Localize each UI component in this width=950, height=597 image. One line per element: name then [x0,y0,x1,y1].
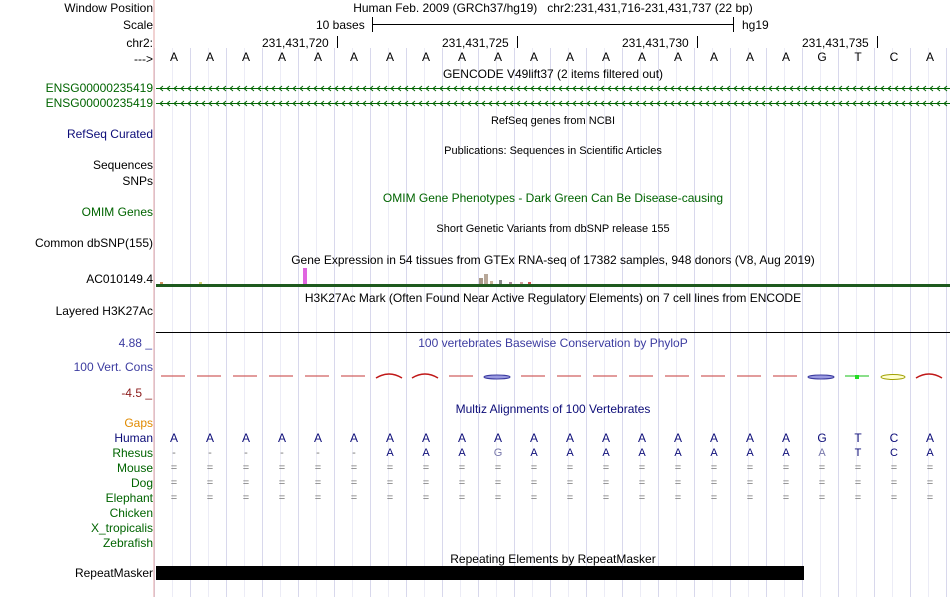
reference-base: A [205,50,214,64]
h3k27ac-track-label[interactable]: Layered H3K27Ac [55,304,153,318]
species-label[interactable]: Rhesus [112,446,153,460]
phylop-conservation-marks[interactable] [161,374,942,380]
reference-base: A [781,50,790,64]
alignment-base: = [314,492,322,504]
reference-base: A [169,50,178,64]
alignment-base: = [350,477,358,489]
alignment-base: = [746,492,754,504]
alignment-base: = [818,477,826,489]
phylop-track-label[interactable]: 100 Vert. Cons [73,360,153,374]
window-position-label: Window Position [64,1,153,15]
reference-base: A [673,50,682,64]
dbsnp-track-title: Short Genetic Variants from dbSNP release 155 [436,223,670,235]
coordinate-label: 231,431,720 [262,36,329,50]
reference-base: A [277,50,286,64]
strand-arrow-label: ---> [134,52,153,66]
alignment-base: A [781,431,790,445]
alignment-base: = [530,477,538,489]
alignment-base: A [782,447,790,459]
alignment-base: - [280,447,284,459]
alignment-base: = [818,462,826,474]
alignment-base: A [422,447,430,459]
alignment-base: A [745,431,754,445]
coordinate-label: 231,431,725 [442,36,509,50]
alignment-base: = [206,492,214,504]
alignment-base: = [206,462,214,474]
multiz-track-title: Multiz Alignments of 100 Vertebrates [455,402,651,416]
alignment-base: - [316,447,320,459]
alignment-base: = [350,492,358,504]
gtex-track-label[interactable]: AC010149.4 [86,272,153,286]
omim-track-title: OMIM Gene Phenotypes - Dark Green Can Be Disease-causing [382,191,724,205]
alignment-base: A [565,431,574,445]
refseq-track-label[interactable]: RefSeq Curated [66,127,153,141]
reference-base: A [637,50,646,64]
gencode-item-label[interactable]: ENSG00000235419 [45,96,153,110]
alignment-base: = [602,492,610,504]
coordinate-ticks [338,36,878,48]
alignment-base: A [566,447,574,459]
alignment-base: - [352,447,356,459]
alignment-base: A [601,431,610,445]
alignment-base: A [925,431,934,445]
alignment-base: = [314,462,322,474]
phylop-mark [845,375,869,379]
reference-base: A [601,50,610,64]
alignment-base: = [242,477,250,489]
alignment-base: T [854,447,862,459]
reference-base: A [925,50,934,64]
h3k27ac-track-title: H3K27Ac Mark (Often Found Near Active Regulatory Elements) on 7 cell lines from ENCODE [304,291,802,305]
alignment-base: = [386,477,394,489]
alignment-base: = [314,477,322,489]
alignment-base: A [746,447,754,459]
repeatmasker-track-title: Repeating Elements by RepeatMasker [450,552,656,566]
reference-base: A [457,50,466,64]
gencode-track-title: GENCODE V49lift37 (2 items filtered out) [442,67,664,81]
species-label[interactable]: X_tropicalis [90,521,153,535]
alignment-base: = [170,462,178,474]
reference-base: A [241,50,250,64]
reference-base: A [745,50,754,64]
alignment-base: C [890,447,898,459]
alignment-base: = [458,477,466,489]
alignment-base: A [638,447,646,459]
gtex-expression-bars[interactable] [156,268,950,287]
alignment-base: = [566,462,574,474]
alignment-base: A [169,431,178,445]
reference-base: A [349,50,358,64]
reference-base: A [529,50,538,64]
alignment-base: A [277,431,286,445]
gencode-gene-1[interactable] [156,86,950,91]
alignment-base: A [493,431,502,445]
alignment-base: A [818,447,826,459]
alignment-base: A [386,447,394,459]
alignment-base: A [313,431,322,445]
alignment-base: = [854,477,862,489]
alignment-base: = [854,462,862,474]
alignment-base: A [710,447,718,459]
species-label[interactable]: Dog [130,476,153,490]
reference-base: A [493,50,502,64]
alignment-base: = [638,492,646,504]
alignment-base: = [782,462,790,474]
scale-bar [372,17,734,32]
alignment-base: = [638,477,646,489]
publications-snps-label[interactable]: SNPs [122,174,153,188]
alignment-base: A [349,431,358,445]
alignment-base: = [494,477,502,489]
alignment-base: A [457,431,466,445]
alignment-base: = [386,462,394,474]
base-guidelines [155,48,950,597]
species-label[interactable]: Zebrafish [102,536,153,550]
gaps-label[interactable]: Gaps [124,416,153,430]
alignment-base: = [854,492,862,504]
alignment-base: C [889,431,899,445]
gencode-gene-2[interactable] [156,101,950,106]
alignment-base: = [674,492,682,504]
alignment-base: = [278,477,286,489]
alignment-base: - [244,447,248,459]
alignment-base: = [746,462,754,474]
phylop-mark [484,375,510,379]
alignment-base: A [421,431,430,445]
reference-base: A [565,50,574,64]
publications-track-title: Publications: Sequences in Scientific Articles [444,145,662,157]
phylop-axis-min: -4.5 _ [121,386,152,400]
alignment-base: = [746,477,754,489]
scale-label: Scale [122,18,153,32]
alignment-base: = [350,462,358,474]
alignment-base: = [710,477,718,489]
assembly-position-text: Human Feb. 2009 (GRCh37/hg19) chr2:231,431,716-231,431,737 (22 bp) [353,1,753,15]
phylop-track-title: 100 vertebrates Basewise Conservation by PhyloP [418,336,688,350]
reference-base: A [313,50,322,64]
alignment-base: A [926,447,934,459]
alignment-base: = [602,462,610,474]
omim-track-label[interactable]: OMIM Genes [81,205,153,219]
alignment-base: A [385,431,394,445]
species-label[interactable]: Mouse [116,461,153,475]
alignment-base: A [709,431,718,445]
reference-base: T [854,50,862,64]
species-label[interactable]: Elephant [105,491,153,505]
alignment-base: = [782,492,790,504]
dbsnp-track-label[interactable]: Common dbSNP(155) [34,236,153,250]
alignment-base: = [494,462,502,474]
alignment-base: = [458,492,466,504]
phylop-mark [808,375,834,379]
alignment-base: A [673,431,682,445]
alignment-base: = [422,492,430,504]
alignment-base: = [890,492,898,504]
alignment-base: = [926,462,934,474]
alignment-base: = [674,462,682,474]
alignment-base: = [674,477,682,489]
alignment-base: = [890,477,898,489]
alignment-base: = [494,492,502,504]
chrom-label: chr2: [126,36,153,50]
publications-sequences-label[interactable]: Sequences [92,158,153,172]
alignment-base: = [566,477,574,489]
alignment-base: = [386,492,394,504]
gtex-track-title: Gene Expression in 54 tissues from GTEx RNA-seq of 17382 samples, 948 donors (V8, Aug 2019) [291,253,815,267]
alignment-base: - [208,447,212,459]
alignment-base: A [241,431,250,445]
alignment-base: G [817,431,827,445]
reference-base: C [889,50,899,64]
phylop-mark [881,375,905,380]
repeatmasker-track-label[interactable]: RepeatMasker [74,566,153,580]
alignment-base: = [530,492,538,504]
alignment-base: A [205,431,214,445]
gencode-item-label[interactable]: ENSG00000235419 [45,81,153,95]
alignment-base: = [710,462,718,474]
alignment-base: = [422,462,430,474]
alignment-base: = [782,477,790,489]
alignment-base: A [637,431,646,445]
alignment-base: = [890,462,898,474]
alignment-base: = [926,477,934,489]
alignment-base: G [493,447,503,459]
alignment-base: - [172,447,176,459]
alignment-base: = [566,492,574,504]
reference-base: A [709,50,718,64]
repeatmasker-element[interactable] [156,566,804,580]
alignment-base: = [638,462,646,474]
alignment-base: A [458,447,466,459]
alignment-base: T [854,431,862,445]
alignment-base: = [926,492,934,504]
phylop-axis-max: 4.88 _ [118,336,152,350]
species-label[interactable]: Chicken [109,506,153,520]
reference-base: A [421,50,430,64]
alignment-base: = [278,492,286,504]
alignment-base: = [530,462,538,474]
scale-db-text: hg19 [742,18,769,32]
alignment-base: A [530,447,538,459]
alignment-base: = [710,492,718,504]
alignment-base: A [674,447,682,459]
alignment-base: = [602,477,610,489]
alignment-base: = [458,462,466,474]
species-label[interactable]: Human [114,431,153,445]
coordinate-label: 231,431,735 [802,36,869,50]
alignment-base: = [242,462,250,474]
alignment-base: = [818,492,826,504]
alignment-base: A [529,431,538,445]
alignment-base: = [422,477,430,489]
alignment-base: A [602,447,610,459]
refseq-track-title: RefSeq genes from NCBI [490,115,616,127]
alignment-base: = [170,492,178,504]
coordinate-label: 231,431,730 [622,36,689,50]
alignment-base: = [170,477,178,489]
reference-base: A [385,50,394,64]
alignment-base: = [278,462,286,474]
scale-bases-text: 10 bases [316,18,365,32]
reference-base: G [817,50,827,64]
alignment-base: = [242,492,250,504]
alignment-base: = [206,477,214,489]
